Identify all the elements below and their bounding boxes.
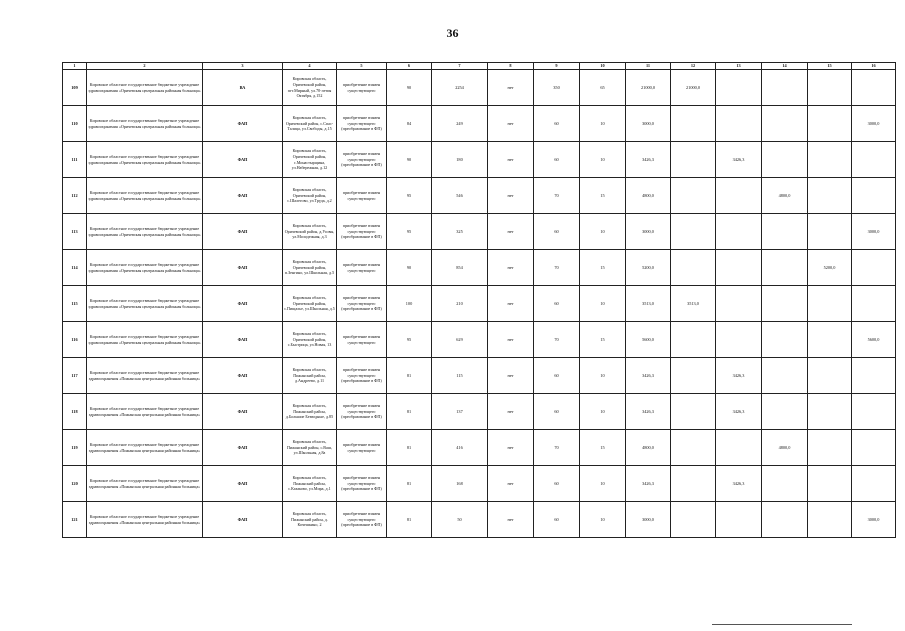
- col-16-cell: 3000,0: [852, 106, 896, 142]
- institution-name-cell: Кировское областное государственное бюджетное учреждение здравоохранения «Оричевская центральная районная больница»: [87, 142, 203, 178]
- col-11-cell: 4800,0: [626, 178, 671, 214]
- action-cell: приобретение взамен существующего: [337, 430, 387, 466]
- col-8-cell: нет: [488, 466, 534, 502]
- address-cell: Кировская область, Оричевский район, д.Усовы, ул.Молодежная, д.3: [283, 214, 337, 250]
- col-11-cell: 3513,0: [626, 286, 671, 322]
- column-header: 4: [283, 63, 337, 70]
- col-6-cell: 100: [387, 286, 432, 322]
- facility-type-cell: ФАП: [203, 430, 283, 466]
- col-9-cell: 60: [534, 358, 580, 394]
- action-cell: приобретение взамен существующего (преобразование в ФП): [337, 466, 387, 502]
- col-8-cell: нет: [488, 286, 534, 322]
- col-10-cell: 10: [580, 142, 626, 178]
- column-header: 12: [671, 63, 716, 70]
- row-number-cell: 111: [63, 142, 87, 178]
- col-6-cell: 81: [387, 394, 432, 430]
- col-16-cell: 5600,0: [852, 322, 896, 358]
- table-row: [63, 430, 896, 466]
- col-7-cell: 546: [432, 178, 488, 214]
- col-6-cell: 81: [387, 502, 432, 538]
- table-row: [63, 250, 896, 286]
- page-number: 36: [446, 26, 459, 40]
- col-6-cell: 90: [387, 70, 432, 106]
- action-cell: приобретение взамен существующего (преобразование в ФП): [337, 214, 387, 250]
- col-15-cell: 5200,0: [808, 250, 852, 286]
- address-cell: Кировская область, Оричевский район, с.Быстрица, ул.Новая, 13: [283, 322, 337, 358]
- institution-name-cell: Кировское областное государственное бюджетное учреждение здравоохранения «Пижанская центральная районная больница»: [87, 394, 203, 430]
- facility-type-cell: ФАП: [203, 250, 283, 286]
- facility-type-cell: ФАП: [203, 106, 283, 142]
- row-number-cell: 119: [63, 430, 87, 466]
- col-14-cell: [762, 106, 808, 142]
- col-6-cell: 95: [387, 178, 432, 214]
- col-9-cell: 60: [534, 106, 580, 142]
- data-table: [62, 62, 896, 538]
- address-cell: Кировская область, Пижанский район, с.Ваш, ул.Школьная, д.8а: [283, 430, 337, 466]
- address-cell: Кировская область, Оричевский район, пгт.Мирный, ул.70-летия Октября, д.152: [283, 70, 337, 106]
- col-12-cell: [671, 466, 716, 502]
- col-10-cell: 10: [580, 394, 626, 430]
- col-13-cell: [716, 70, 762, 106]
- row-number-cell: 116: [63, 322, 87, 358]
- col-10-cell: 10: [580, 358, 626, 394]
- table-row: [63, 286, 896, 322]
- table-row: [63, 214, 896, 250]
- col-8-cell: нет: [488, 322, 534, 358]
- facility-type-cell: ФАП: [203, 286, 283, 322]
- col-13-cell: [716, 178, 762, 214]
- col-6-cell: 81: [387, 466, 432, 502]
- row-number-cell: 114: [63, 250, 87, 286]
- action-cell: приобретение взамен существующего: [337, 250, 387, 286]
- col-9-cell: 70: [534, 322, 580, 358]
- col-7-cell: 115: [432, 358, 488, 394]
- col-15-cell: [808, 286, 852, 322]
- column-header: 3: [203, 63, 283, 70]
- table-row: [63, 358, 896, 394]
- col-6-cell: 90: [387, 142, 432, 178]
- col-14-cell: [762, 358, 808, 394]
- row-number-cell: 120: [63, 466, 87, 502]
- col-16-cell: [852, 358, 896, 394]
- col-9-cell: 70: [534, 250, 580, 286]
- col-10-cell: 15: [580, 322, 626, 358]
- col-8-cell: нет: [488, 70, 534, 106]
- col-11-cell: 3426,3: [626, 394, 671, 430]
- col-10-cell: 15: [580, 178, 626, 214]
- col-13-cell: [716, 502, 762, 538]
- col-15-cell: [808, 502, 852, 538]
- col-7-cell: 249: [432, 106, 488, 142]
- col-12-cell: [671, 106, 716, 142]
- col-8-cell: нет: [488, 358, 534, 394]
- col-9-cell: 60: [534, 466, 580, 502]
- col-8-cell: нет: [488, 178, 534, 214]
- col-14-cell: [762, 502, 808, 538]
- col-12-cell: [671, 430, 716, 466]
- facility-type-cell: ФАП: [203, 322, 283, 358]
- col-13-cell: [716, 286, 762, 322]
- col-11-cell: 3000,0: [626, 214, 671, 250]
- row-number-cell: 118: [63, 394, 87, 430]
- col-14-cell: [762, 466, 808, 502]
- col-16-cell: [852, 394, 896, 430]
- col-16-cell: [852, 178, 896, 214]
- institution-name-cell: Кировское областное государственное бюджетное учреждение здравоохранения «Оричевская центральная районная больница»: [87, 106, 203, 142]
- col-12-cell: [671, 394, 716, 430]
- institution-name-cell: Кировское областное государственное бюджетное учреждение здравоохранения «Пижанская центральная районная больница»: [87, 430, 203, 466]
- institution-name-cell: Кировское областное государственное бюджетное учреждение здравоохранения «Оричевская центральная районная больница»: [87, 286, 203, 322]
- header-row: [63, 63, 896, 70]
- column-header: 16: [852, 63, 896, 70]
- col-16-cell: [852, 286, 896, 322]
- col-13-cell: [716, 322, 762, 358]
- col-6-cell: 95: [387, 322, 432, 358]
- col-12-cell: [671, 214, 716, 250]
- col-11-cell: 3000,0: [626, 106, 671, 142]
- col-10-cell: 10: [580, 286, 626, 322]
- col-6-cell: 84: [387, 106, 432, 142]
- row-number-cell: 113: [63, 214, 87, 250]
- row-number-cell: 109: [63, 70, 87, 106]
- col-9-cell: 60: [534, 394, 580, 430]
- col-10-cell: 10: [580, 466, 626, 502]
- column-header: 8: [488, 63, 534, 70]
- col-16-cell: [852, 430, 896, 466]
- address-cell: Кировская область, Пижанский район, д.Большие Безводные, д.85: [283, 394, 337, 430]
- col-10-cell: 65: [580, 70, 626, 106]
- institution-name-cell: Кировское областное государственное бюджетное учреждение здравоохранения «Пижанская центральная районная больница»: [87, 502, 203, 538]
- col-7-cell: 325: [432, 214, 488, 250]
- facility-type-cell: ФАП: [203, 466, 283, 502]
- col-12-cell: [671, 250, 716, 286]
- address-cell: Кировская область, Пижанский район, с.Казаково, ул.Мира, д.1: [283, 466, 337, 502]
- col-8-cell: нет: [488, 142, 534, 178]
- facility-type-cell: ФАП: [203, 358, 283, 394]
- table-row: [63, 322, 896, 358]
- facility-type-cell: ВА: [203, 70, 283, 106]
- column-header: 11: [626, 63, 671, 70]
- col-14-cell: [762, 142, 808, 178]
- action-cell: приобретение взамен существующего (преобразование в ФП): [337, 286, 387, 322]
- col-15-cell: [808, 142, 852, 178]
- table-row: [63, 178, 896, 214]
- col-16-cell: [852, 142, 896, 178]
- col-7-cell: 168: [432, 466, 488, 502]
- col-6-cell: 90: [387, 250, 432, 286]
- col-13-cell: [716, 250, 762, 286]
- col-9-cell: 60: [534, 286, 580, 322]
- col-11-cell: 5200,0: [626, 250, 671, 286]
- table-row: [63, 106, 896, 142]
- column-header: 5: [337, 63, 387, 70]
- col-7-cell: 854: [432, 250, 488, 286]
- column-header: 10: [580, 63, 626, 70]
- table-row: [63, 466, 896, 502]
- col-9-cell: 60: [534, 214, 580, 250]
- address-cell: Кировская область, Оричевский район, п.Зенгино, ул.Школьная, д.5: [283, 250, 337, 286]
- footer-rule: [712, 624, 852, 625]
- facility-type-cell: ФАП: [203, 142, 283, 178]
- col-11-cell: 3426,3: [626, 142, 671, 178]
- address-cell: Кировская область, Оричевский район, с.Шалегово, ул.Труда, д.2: [283, 178, 337, 214]
- col-16-cell: 3000,0: [852, 214, 896, 250]
- column-header: 2: [87, 63, 203, 70]
- col-15-cell: [808, 466, 852, 502]
- column-header: 15: [808, 63, 852, 70]
- action-cell: приобретение взамен существующего (преобразование в ФП): [337, 142, 387, 178]
- col-12-cell: 3513,0: [671, 286, 716, 322]
- col-16-cell: [852, 250, 896, 286]
- col-7-cell: 2254: [432, 70, 488, 106]
- col-14-cell: [762, 394, 808, 430]
- col-13-cell: [716, 214, 762, 250]
- col-11-cell: 4800,0: [626, 430, 671, 466]
- address-cell: Кировская область, Оричевский район, с.Спас-Талица, ул.Свободы, д.15: [283, 106, 337, 142]
- column-header: 13: [716, 63, 762, 70]
- institution-name-cell: Кировское областное государственное бюджетное учреждение здравоохранения «Оричевская центральная районная больница»: [87, 322, 203, 358]
- row-number-cell: 110: [63, 106, 87, 142]
- col-12-cell: [671, 142, 716, 178]
- action-cell: приобретение взамен существующего (преобразование в ФП): [337, 106, 387, 142]
- col-14-cell: [762, 322, 808, 358]
- col-8-cell: нет: [488, 394, 534, 430]
- col-6-cell: 81: [387, 358, 432, 394]
- col-11-cell: 3000,0: [626, 502, 671, 538]
- col-7-cell: 180: [432, 142, 488, 178]
- institution-name-cell: Кировское областное государственное бюджетное учреждение здравоохранения «Оричевская центральная районная больница»: [87, 250, 203, 286]
- col-11-cell: 3426,3: [626, 466, 671, 502]
- col-10-cell: 15: [580, 430, 626, 466]
- column-header: 1: [63, 63, 87, 70]
- action-cell: приобретение взамен существующего: [337, 178, 387, 214]
- col-16-cell: [852, 70, 896, 106]
- col-14-cell: [762, 70, 808, 106]
- col-12-cell: [671, 322, 716, 358]
- col-14-cell: [762, 286, 808, 322]
- col-6-cell: 95: [387, 214, 432, 250]
- col-9-cell: 350: [534, 70, 580, 106]
- address-cell: Кировская область, Пижанский район, д.Андреево, д.11: [283, 358, 337, 394]
- col-8-cell: нет: [488, 502, 534, 538]
- table-row: [63, 142, 896, 178]
- col-12-cell: [671, 178, 716, 214]
- row-number-cell: 117: [63, 358, 87, 394]
- col-15-cell: [808, 322, 852, 358]
- column-header: 6: [387, 63, 432, 70]
- col-9-cell: 60: [534, 502, 580, 538]
- row-number-cell: 115: [63, 286, 87, 322]
- col-7-cell: 629: [432, 322, 488, 358]
- col-10-cell: 10: [580, 214, 626, 250]
- action-cell: приобретение взамен существующего (преобразование в ФП): [337, 358, 387, 394]
- address-cell: Кировская область, Пижанский район, д. Кочешкино, 2: [283, 502, 337, 538]
- table-row: [63, 502, 896, 538]
- col-15-cell: [808, 70, 852, 106]
- table-row: [63, 394, 896, 430]
- col-12-cell: 21000,0: [671, 70, 716, 106]
- col-15-cell: [808, 430, 852, 466]
- institution-name-cell: Кировское областное государственное бюджетное учреждение здравоохранения «Оричевская центральная районная больница»: [87, 214, 203, 250]
- row-number-cell: 121: [63, 502, 87, 538]
- col-14-cell: 4800,0: [762, 430, 808, 466]
- institution-name-cell: Кировское областное государственное бюджетное учреждение здравоохранения «Пижанская центральная районная больница»: [87, 466, 203, 502]
- col-10-cell: 15: [580, 250, 626, 286]
- action-cell: приобретение взамен существующего (преобразование в ФП): [337, 502, 387, 538]
- col-7-cell: 137: [432, 394, 488, 430]
- col-6-cell: 81: [387, 430, 432, 466]
- institution-name-cell: Кировское областное государственное бюджетное учреждение здравоохранения «Пижанская центральная районная больница»: [87, 358, 203, 394]
- facility-type-cell: ФАП: [203, 394, 283, 430]
- address-cell: Кировская область, Оричевский район, с.Монастырщина, ул.Набережная, д.12: [283, 142, 337, 178]
- col-11-cell: 21000,0: [626, 70, 671, 106]
- col-16-cell: [852, 466, 896, 502]
- table-row: [63, 70, 896, 106]
- col-13-cell: 3426,3: [716, 142, 762, 178]
- col-7-cell: 50: [432, 502, 488, 538]
- col-8-cell: нет: [488, 250, 534, 286]
- row-number-cell: 112: [63, 178, 87, 214]
- action-cell: приобретение взамен существующего: [337, 70, 387, 106]
- action-cell: приобретение взамен существующего: [337, 322, 387, 358]
- col-9-cell: 70: [534, 178, 580, 214]
- col-15-cell: [808, 394, 852, 430]
- facility-type-cell: ФАП: [203, 178, 283, 214]
- institution-name-cell: Кировское областное государственное бюджетное учреждение здравоохранения «Оричевская центральная районная больница»: [87, 70, 203, 106]
- col-11-cell: 3426,3: [626, 358, 671, 394]
- action-cell: приобретение взамен существующего (преобразование в ФП): [337, 394, 387, 430]
- column-header: 7: [432, 63, 488, 70]
- col-13-cell: [716, 430, 762, 466]
- col-8-cell: нет: [488, 106, 534, 142]
- col-12-cell: [671, 358, 716, 394]
- col-8-cell: нет: [488, 430, 534, 466]
- col-7-cell: 210: [432, 286, 488, 322]
- col-10-cell: 10: [580, 106, 626, 142]
- col-9-cell: 70: [534, 430, 580, 466]
- col-13-cell: 3426,3: [716, 394, 762, 430]
- col-9-cell: 60: [534, 142, 580, 178]
- col-15-cell: [808, 358, 852, 394]
- col-7-cell: 416: [432, 430, 488, 466]
- col-13-cell: 3426,3: [716, 466, 762, 502]
- col-10-cell: 10: [580, 502, 626, 538]
- institution-name-cell: Кировское областное государственное бюджетное учреждение здравоохранения «Оричевская центральная районная больница»: [87, 178, 203, 214]
- facility-type-cell: ФАП: [203, 502, 283, 538]
- col-16-cell: 3000,0: [852, 502, 896, 538]
- col-15-cell: [808, 106, 852, 142]
- col-13-cell: [716, 106, 762, 142]
- col-13-cell: 3426,3: [716, 358, 762, 394]
- col-11-cell: 5600,0: [626, 322, 671, 358]
- col-14-cell: [762, 250, 808, 286]
- address-cell: Кировская область, Оричевский район, с.Пищалье, ул.Школьная, д.5: [283, 286, 337, 322]
- col-12-cell: [671, 502, 716, 538]
- col-15-cell: [808, 214, 852, 250]
- col-15-cell: [808, 178, 852, 214]
- column-header: 14: [762, 63, 808, 70]
- column-header: 9: [534, 63, 580, 70]
- facility-type-cell: ФАП: [203, 214, 283, 250]
- col-14-cell: 4800,0: [762, 178, 808, 214]
- col-14-cell: [762, 214, 808, 250]
- col-8-cell: нет: [488, 214, 534, 250]
